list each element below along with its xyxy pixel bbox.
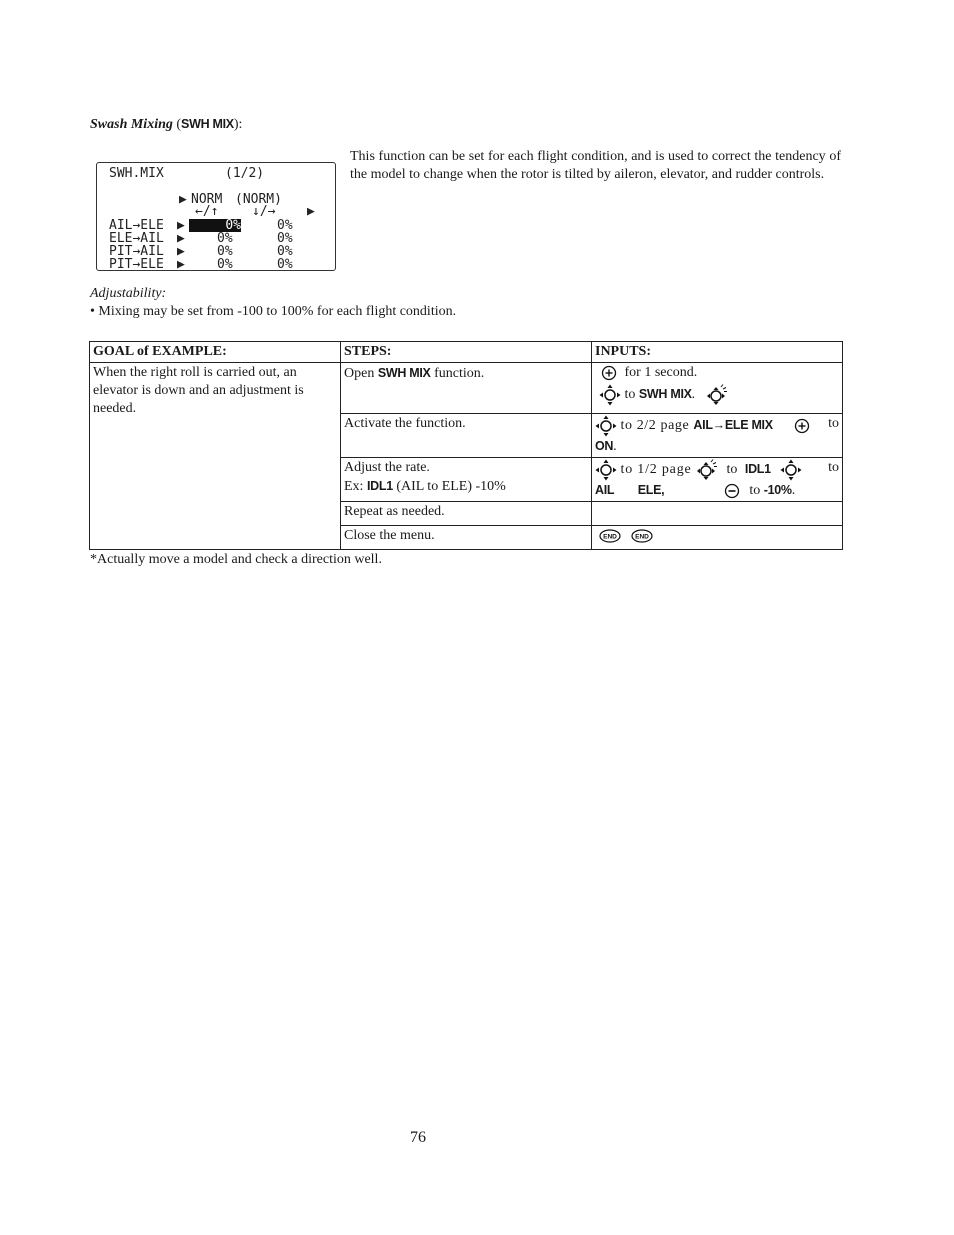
- section-heading: [90, 117, 242, 133]
- jog-key-icon: [780, 459, 802, 481]
- input-repeat: [592, 502, 843, 526]
- lcd-row-value: 0%: [217, 257, 233, 272]
- lcd-col2-header: ↓/→: [252, 204, 276, 219]
- lcd-row-value: 0%: [217, 244, 233, 259]
- header-steps: STEPS:: [341, 342, 592, 363]
- heading-paren-close: ):: [233, 117, 243, 132]
- example-table: [89, 341, 843, 550]
- end-button-icon: [631, 529, 653, 543]
- step-repeat: Repeat as needed.: [341, 502, 592, 526]
- lcd-page: (1/2): [225, 166, 265, 181]
- heading-title: Swash Mixing: [90, 117, 173, 132]
- lcd-next-marker-icon: ▶: [307, 204, 315, 219]
- lcd-row-marker-icon: ▶: [177, 231, 185, 246]
- jog-key-icon: [595, 459, 617, 481]
- adjustability-bullet: • Mixing may be set from -100 to 100% for each flight condition.: [90, 304, 457, 319]
- input-close: [592, 526, 843, 550]
- lcd-cond-marker-icon: ▶: [179, 192, 187, 207]
- lcd-row-value: 0%: [277, 231, 293, 246]
- input-open: for 1 second. to SWH MIX.: [592, 363, 843, 414]
- lcd-screen: [96, 162, 336, 271]
- step-open: Open SWH MIX function.: [341, 363, 592, 414]
- plus-button-icon: [601, 365, 617, 381]
- step-code: SWH MIX: [377, 366, 431, 380]
- minus-button-icon: [724, 483, 740, 499]
- jog-key-icon: [599, 384, 621, 406]
- lcd-row-marker-icon: ▶: [177, 244, 185, 259]
- lcd-condition-paren: (NORM): [235, 192, 282, 207]
- lcd-col1-header: ←/↑: [195, 204, 219, 219]
- plus-button-icon: [794, 418, 810, 434]
- step-close: Close the menu.: [341, 526, 592, 550]
- lcd-row-label: AIL→ELE: [109, 218, 164, 233]
- jog-press-icon: [705, 384, 729, 406]
- end-button-icon: [599, 529, 621, 543]
- lcd-row-value: 0%: [217, 231, 233, 246]
- page-number: 76: [410, 1129, 426, 1146]
- input-adjust: to 1/2 page to IDL1 to AIL ELE, to -10%.: [592, 458, 843, 502]
- lcd-condition: NORM: [191, 192, 223, 207]
- jog-key-icon: [595, 415, 617, 437]
- input-activate: to 2/2 page AIL→ELE MIX to ON.: [592, 414, 843, 458]
- lcd-row-marker-icon: ▶: [177, 218, 185, 233]
- footnote: *Actually move a model and check a direction well.: [90, 552, 382, 567]
- lcd-title: SWH.MIX: [109, 166, 164, 181]
- table-header-row: [90, 342, 843, 363]
- lcd-row-value: 0%: [277, 218, 293, 233]
- step-activate: Activate the function.: [341, 414, 592, 458]
- header-goal: GOAL of EXAMPLE:: [90, 342, 341, 363]
- intro-paragraph: This function can be set for each flight condition, and is used to correct the tendency of the model to change when the rotor is tilted by aileron, elevator, and rudder controls.: [350, 149, 841, 182]
- jog-press-icon: [695, 459, 719, 481]
- header-inputs: INPUTS:: [592, 342, 843, 363]
- adjustability-label: Adjustability:: [90, 286, 167, 301]
- heading-code: SWH MIX: [181, 117, 234, 131]
- lcd-row-value-selected: 0%: [189, 219, 241, 232]
- heading-paren-open: (: [172, 117, 182, 132]
- lcd-row-label: PIT→AIL: [109, 244, 164, 259]
- lcd-row-label: PIT→ELE: [109, 257, 164, 272]
- table-row: [90, 363, 843, 414]
- lcd-row-marker-icon: ▶: [177, 257, 185, 272]
- lcd-row-value: 0%: [277, 257, 293, 272]
- goal-cell: When the right roll is carried out, an elevator is down and an adjustment is needed.: [90, 363, 341, 550]
- step-adjust: Adjust the rate. Ex: IDL1 (AIL to ELE) -10%: [341, 458, 592, 502]
- lcd-row-value: 0%: [277, 244, 293, 259]
- lcd-row-label: ELE→AIL: [109, 231, 164, 246]
